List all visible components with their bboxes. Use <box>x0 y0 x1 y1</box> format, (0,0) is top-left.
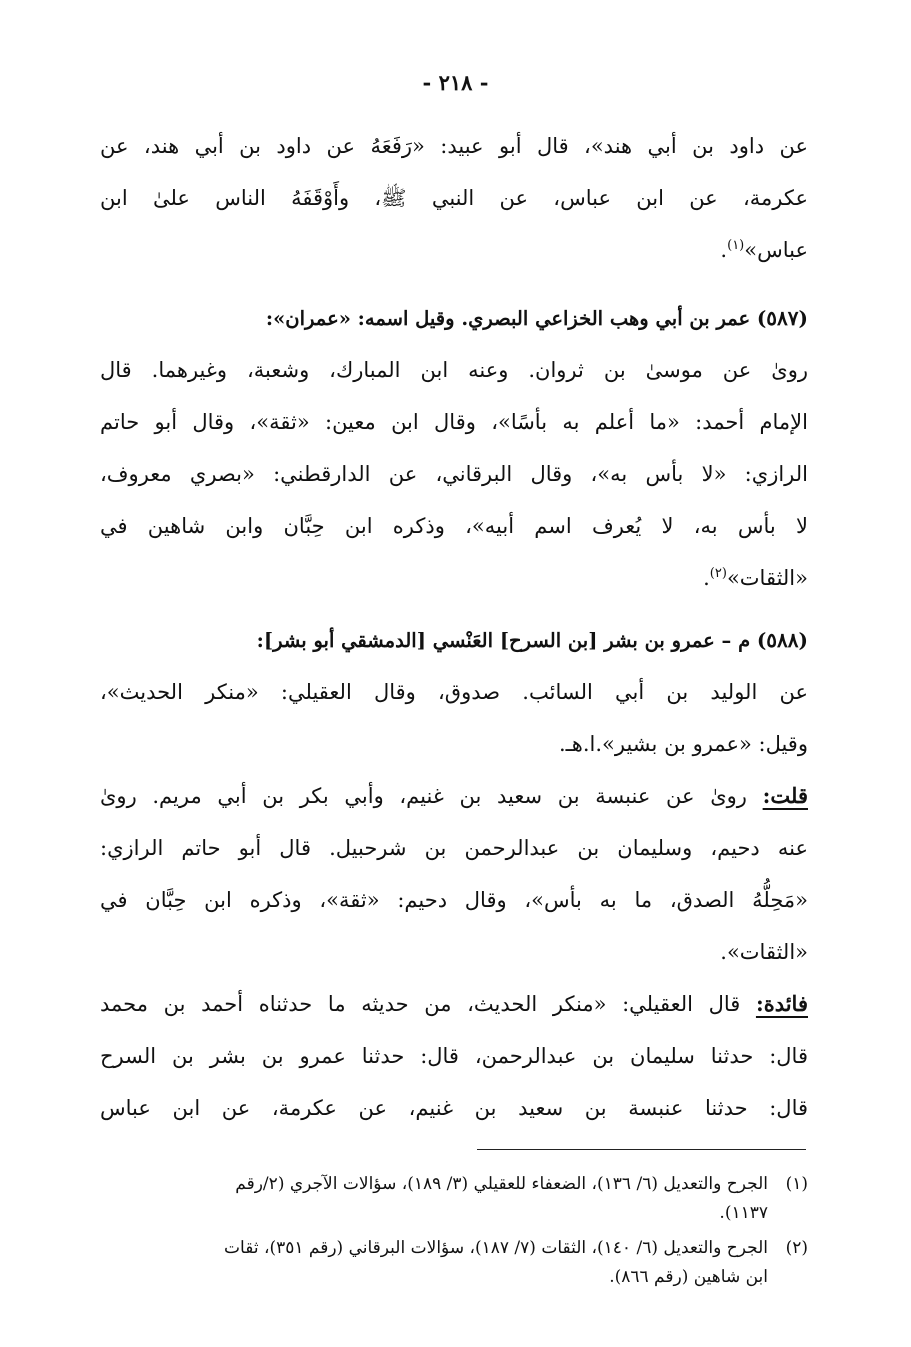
text-line: قال: حدثنا سليمان بن عبدالرحمن، قال: حدثنا عمرو بن بشر بن السرح <box>100 1044 808 1068</box>
text-line: الرازي: «لا بأس به»، وقال البرقاني، عن الدارقطني: «بصري معروف، <box>100 462 808 486</box>
text-line: عن الوليد بن أبي السائب. صدوق، وقال العقيلي: «منكر الحديث»، <box>100 680 808 704</box>
entry-heading <box>100 292 808 344</box>
footnote-text: الجرح والتعديل (٦/ ١٣٦)، الضعفاء للعقيلي (٣/ ١٨٩)، سؤالات الآجري (٢/رقم <box>235 1174 768 1194</box>
text-line: الإمام أحمد: «ما أعلم به بأسًا»، وقال ابن معين: «ثقة»، وقال أبو حاتم <box>100 410 808 434</box>
footnote-text: الجرح والتعديل (٦/ ١٤٠)، الثقات (٧/ ١٨٧)، سؤالات البرقاني (رقم ٣٥١)، ثقات <box>224 1238 768 1258</box>
qult-label: قلت: <box>762 783 808 808</box>
footnote-number: (٢) <box>785 1238 808 1258</box>
footnote-marker: (١) <box>727 238 745 253</box>
qult-line: قلت: روىٰ عن عنبسة بن سعيد بن غنيم، وأبي بكر بن أبي مريم. روىٰ <box>100 783 808 808</box>
entry-588 <box>100 614 808 1134</box>
entry-heading <box>100 614 808 666</box>
text-line: روىٰ عن موسىٰ بن ثروان. وعنه ابن المبارك، وشعبة، وغيرهما. قال <box>100 358 808 382</box>
page-number: - ٢١٨ - <box>422 70 489 95</box>
footnote-text: ابن شاهين (رقم ٨٦٦). <box>609 1267 768 1287</box>
footnote-2 <box>100 1234 808 1292</box>
text-line: لا بأس به، لا يُعرف اسم أبيه»، وذكره ابن حِبَّان وابن شاهين في <box>100 514 808 538</box>
footnote-text: ١١٣٧). <box>719 1203 768 1223</box>
text-line: عن داود بن أبي هند»، قال أبو عبيد: «رَفَعَهُ عن داود بن أبي هند، عن <box>100 134 808 158</box>
footnote-1 <box>100 1170 808 1228</box>
text-line: عنه دحيم، وسليمان بن عبدالرحمن بن شرحبيل. قال أبو حاتم الرازي: <box>100 836 808 860</box>
entry-number: (٥٨٧) <box>756 306 808 330</box>
entry-587 <box>100 292 808 604</box>
text-line: «مَحِلُّهُ الصدق، ما به بأس»، وقال دحيم: «ثقة»، وذكره ابن حِبَّان في <box>100 888 808 912</box>
intro-paragraph <box>100 120 808 276</box>
footnote-marker: (٢) <box>709 566 727 581</box>
text-line: وقيل: «عمرو بن بشير».ا.هـ. <box>558 732 808 756</box>
text-line: قال: حدثنا عنبسة بن سعيد بن غنيم، عن عكرمة، عن ابن عباس <box>100 1096 808 1120</box>
footnote-separator <box>477 1149 806 1150</box>
entry-title: عمر بن أبي وهب الخزاعي البصري. وقيل اسمه: «عمران»: <box>265 307 751 330</box>
text-line: «الثقات». <box>720 940 808 964</box>
faida-line: فائدة: قال العقيلي: «منكر الحديث، من حديثه ما حدثناه أحمد بن محمد <box>100 991 808 1016</box>
entry-title: م – عمرو بن بشر [بن السرح] العَنْسي [الدمشقي أبو بشر]: <box>256 629 751 652</box>
text-line: عباس»$^{(١)}$. <box>720 238 808 262</box>
entry-number: (٥٨٨) <box>756 628 808 652</box>
faida-label: فائدة: <box>755 991 808 1016</box>
text-line: «الثقات»$^{(٢)}$. <box>703 566 808 590</box>
footnote-number: (١) <box>785 1174 808 1194</box>
text-line: عكرمة، عن ابن عباس، عن النبي ﷺ، وأَوْقَفَهُ الناس علىٰ ابن <box>100 186 808 210</box>
